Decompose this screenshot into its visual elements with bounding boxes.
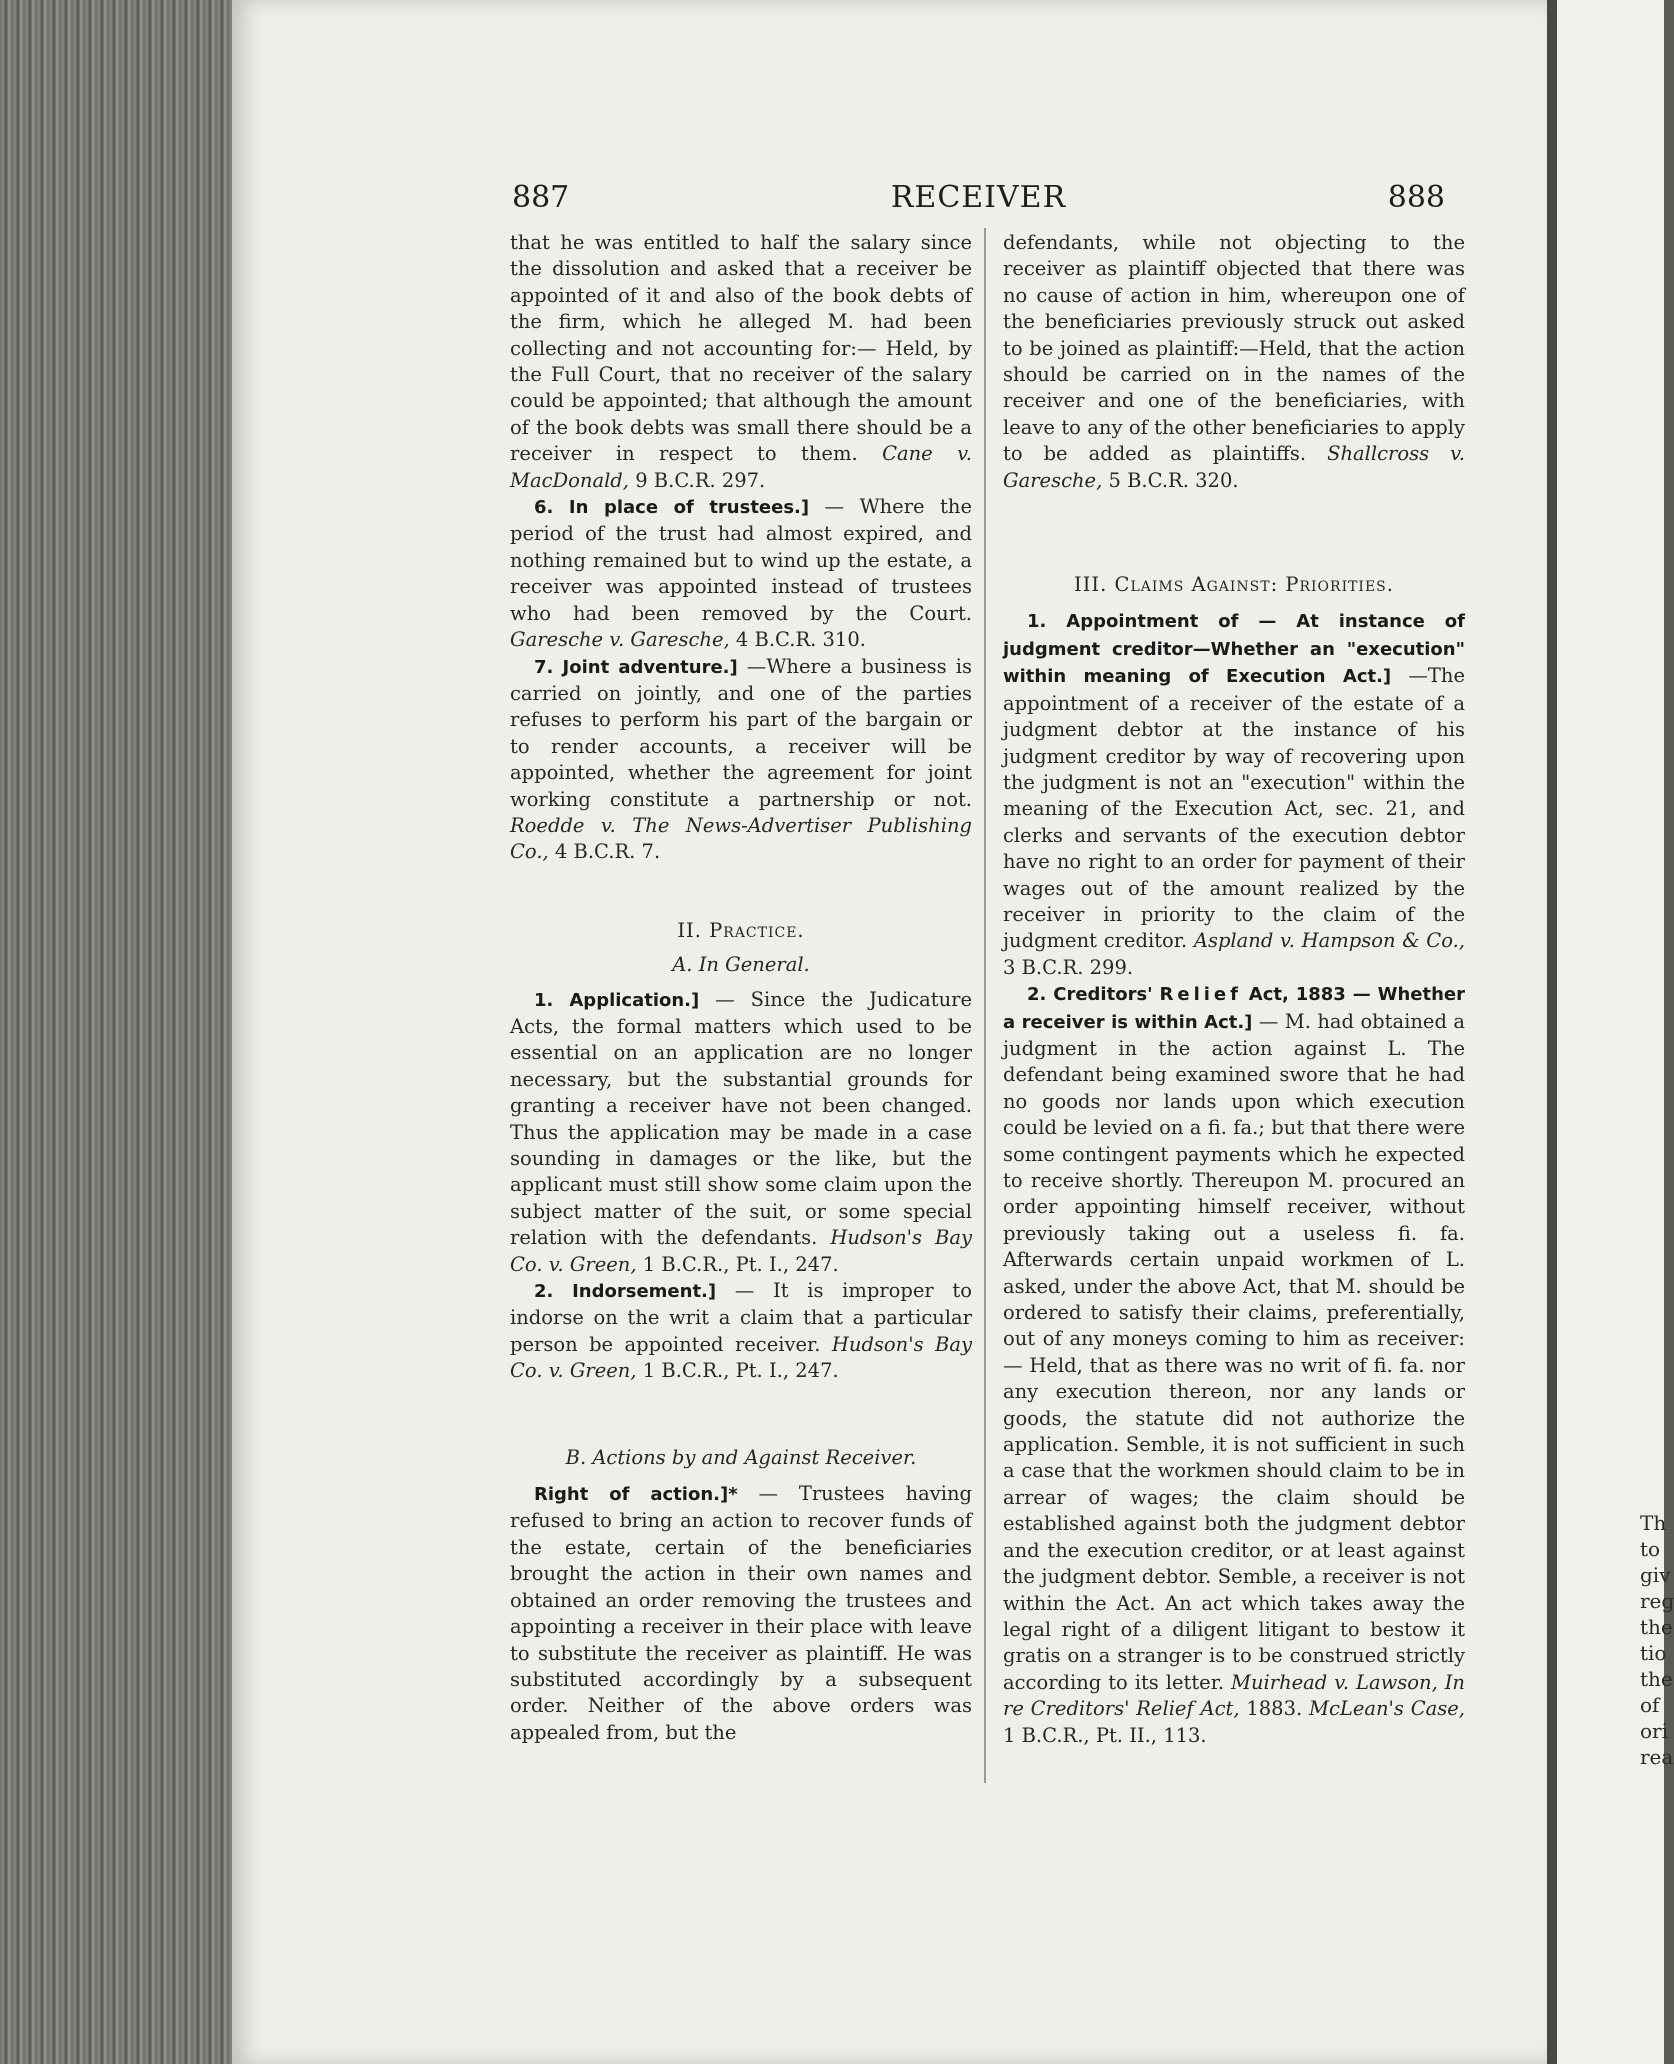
case-name: Cane v. MacDonald, (510, 442, 972, 492)
page-number-right: 888 (1387, 180, 1445, 215)
section-heading-practice: II. Practice. (677, 918, 805, 942)
citation-year: 1883. (1246, 1697, 1303, 1721)
left-column (510, 230, 972, 1746)
entry-indorsement: 2. Indorsement.] — It is improper to indorse on the writ a claim that a particular person be appointed receiver. Hudson's Bay Co. v. Green, 1 B.C.R., Pt. I., 247. (510, 1279, 972, 1383)
facing-page-text-fragments: Th to giv reg the tio the of ori rea (1640, 1511, 1674, 1769)
continued-paragraph: defendants, while not objecting to the receiver as plaintiff objected that there was no cause of action in him, whereupon one of the beneficiaries previously struck out asked to be joined as plaintiff:—Held, that the action should be carried on in the names of the receiver and one of the beneficiaries, with leave to any of the other beneficiaries to apply to be added as plaintiffs. Shallcross v. Garesche, 5 B.C.R. 320. (1003, 231, 1465, 492)
entry-heading: 2. Indorsement.] (534, 1281, 717, 1303)
citation: 9 B.C.R. 297. (635, 468, 766, 492)
citation: 3 B.C.R. 299. (1003, 955, 1134, 979)
case-name: Roedde v. The News-Advertiser Publishing Co., (510, 813, 972, 864)
case-name: Shallcross v. Garesche, (1003, 442, 1465, 492)
case-name: Garesche v. Garesche, (510, 628, 730, 652)
entry-creditors-relief-act: 2. Creditors' Relief Act, 1883 — Whether a receiver is within Act.] — M. had obtained a judgment in the action against L. The defendant being examined swore that he had no goods nor lands upon which execution could be levied on a fi. fa.; but that there were some contingent payments which he expected to receive shortly. Thereupon M. procured an order appointing himself receiver, without previously taking out a useless fi. fa. Afterwards certain unpaid workmen of L. asked, under the above Act, that M. should be ordered to satisfy their claims, preferentially, out of any moneys coming to him as receiver:— Held, that as there was no writ of fi. fa. nor any execution thereon, nor any lands or goods, the statute did not authorize the application. Semble, it is not sufficient in such a case that the workmen should claim to be in arrear of wages; the claim should be established against both the judgment debtor and the execution creditor, or at least against the judgment debtor. Semble, a receiver is not within the Act. An act which takes away the legal right of a diligent litigant to bestow it gratis on a stranger is to be construed strictly according to its letter. Muirhead v. Lawson, In re Creditors' Relief Act, 1883. McLean's Case, 1 B.C.R., Pt. II., 113. (1003, 984, 1466, 1747)
book-page-edges (0, 0, 270, 2064)
column-divider (984, 228, 986, 1783)
entry-heading: Right of action.]* (534, 1484, 738, 1506)
page-number-left: 887 (512, 180, 570, 215)
entry-heading: 1. Application.] (534, 989, 700, 1011)
entry-joint-adventure: 7. Joint adventure.] —Where a business is carried on jointly, and one of the parties refuses to perform his part of the bargain or to render accounts, a receiver will be appointed, whether the agreement for joint working constitute a partnership or not. Roedde v. The News-Advertiser Publishing Co., 4 B.C.R. 7. (510, 654, 972, 864)
section-heading-claims-against: III. Claims Against: Priorities. (1074, 573, 1394, 597)
running-head (512, 180, 1445, 220)
citation: 4 B.C.R. 7. (554, 840, 661, 864)
page-title: RECEIVER (890, 180, 1067, 215)
case-name: Muirhead v. Lawson, In re Creditors' Relief Act, (1003, 1670, 1465, 1721)
entry-heading: 7. Joint adventure.] (534, 656, 738, 678)
entry-application: 1. Application.] — Since the Judicature Acts, the formal matters which used to be essential on an application are no longer necessary, but the substantial grounds for granting a receiver have not been changed. Thus the application may be made in a case sounding in damages or the like, but the applicant must still show some claim upon the subject matter of the suit, or some special relation with the defendants. Hudson's Bay Co. v. Green, 1 B.C.R., Pt. I., 247. (510, 987, 973, 1276)
subsection-heading-in-general: A. In General. (672, 953, 810, 977)
citation: 4 B.C.R. 310. (735, 628, 866, 652)
right-column (1003, 230, 1465, 1749)
entry-heading: 6. In place of trustees.] (534, 497, 810, 519)
citation: 5 B.C.R. 320. (1108, 468, 1239, 492)
case-name: Hudson's Bay Co. v. Green, (510, 1226, 972, 1276)
entry-heading: 1. Appointment of — At instance of judgment creditor—Whether an "execution" within meaning of Execution Act.] (1003, 611, 1465, 688)
entry-heading: Act, 1883 — Whether a receiver is within Act.] (1003, 984, 1465, 1033)
subsection-heading-actions: B. Actions by and Against Receiver. (565, 1445, 917, 1469)
entry-heading: 2. Creditors' (1027, 984, 1153, 1006)
entry-heading-spaced: Relief (1159, 984, 1242, 1006)
citation: 1 B.C.R., Pt. I., 247. (642, 1252, 839, 1276)
case-name: Aspland v. Hampson & Co., (1193, 929, 1466, 953)
case-name: McLean's Case, (1308, 1697, 1466, 1721)
entry-right-of-action: Right of action.]* — Trustees having refused to bring an action to recover funds of the estate, certain of the beneficiaries brought the action in their own names and obtained an order removing the trustees and appointing a receiver in their place with leave to substitute the receiver as plaintiff. He was substituted accordingly by a subsequent order. Neither of the above orders was appealed from, but the (510, 1482, 972, 1744)
case-name: Hudson's Bay Co. v. Green, (510, 1332, 972, 1383)
entry-in-place-of-trustees: 6. In place of trustees.] — Where the period of the trust had almost expired, and nothing remained but to wind up the estate, a receiver was appointed instead of trustees who had been removed by the Court. Garesche v. Garesche, 4 B.C.R. 310. (510, 495, 972, 652)
continued-paragraph: that he was entitled to half the salary since the dissolution and asked that a receiver be appointed of it and also of the book debts of the firm, which he alleged M. had been collecting and not accounting for:— Held, by the Full Court, that no receiver of the salary could be appointed; that although the amount of the book debts was small there should be a receiver in respect to them. Cane v. MacDonald, 9 B.C.R. 297. (510, 231, 972, 492)
entry-appointment-of: 1. Appointment of — At instance of judgment creditor—Whether an "execution" within meaning of Execution Act.] —The appointment of a receiver of the estate of a judgment debtor at the instance of his judgment creditor by way of recovering upon the judgment is not an "execution" within the meaning of the Execution Act, sec. 21, and clerks and servants of the execution debtor have no right to an order for payment of their wages out of the amount realized by the receiver in priority to the claim of the judgment creditor. Aspland v. Hampson & Co., 3 B.C.R. 299. (1003, 611, 1466, 979)
citation: 1 B.C.R., Pt. II., 113. (1003, 1723, 1207, 1747)
citation: 1 B.C.R., Pt. I., 247. (642, 1359, 839, 1383)
